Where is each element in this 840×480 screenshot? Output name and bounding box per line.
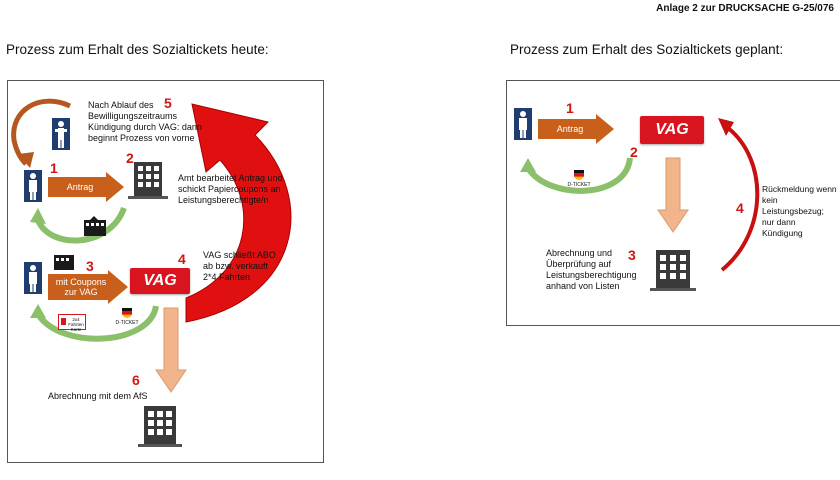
step6-text: Abrechnung mit dem AfS (48, 391, 148, 401)
r-step1-number: 1 (566, 100, 574, 116)
dticket-label: D-TICKET (567, 182, 591, 188)
annex-label: Anlage 2 zur DRUCKSACHE G-25/076 (656, 3, 834, 14)
right-title: Prozess zum Erhalt des Sozialtickets geplant: (510, 42, 784, 57)
r-step4-number: 4 (736, 200, 744, 216)
fare-card-icon: 2x4 Fahrten Karte (58, 314, 86, 330)
step4-number: 4 (178, 251, 186, 267)
step3-arrow-label: mit Coupons zur VAG (55, 277, 107, 297)
step3-number: 3 (86, 258, 94, 274)
step1-number: 1 (50, 160, 58, 176)
step4-text: VAG schließt ABO ab bzw. verkauft 2*4 Fahrten (203, 250, 276, 282)
vag-logo: VAG (640, 116, 704, 144)
vag-logo: VAG (130, 268, 190, 294)
r-step3-text: Abrechnung und Überprüfung auf Leistungsberechtigung anhand von Listen (546, 248, 637, 291)
step2-text: Amt bearbeitet Antrag und schickt Papiercoupons an Leistungsberechtigte/n (178, 173, 283, 205)
r-step3-number: 3 (628, 247, 636, 263)
step5-text: Nach Ablauf des Bewilligungszeitraums Kündigung durch VAG: dann beginnt Prozess von vorne (88, 100, 202, 143)
dticket-label: D-TICKET (115, 320, 139, 326)
step5-number: 5 (164, 95, 172, 111)
r-step4-text: Rückmeldung wenn kein Leistungsbezug; nur dann Kündigung (762, 184, 837, 238)
r-step2-number: 2 (630, 144, 638, 160)
step6-number: 6 (132, 372, 140, 388)
left-title: Prozess zum Erhalt des Sozialtickets heute: (6, 42, 269, 57)
step2-number: 2 (126, 150, 134, 166)
r-step1-arrow-label: Antrag (556, 124, 584, 134)
step1-arrow-label: Antrag (66, 182, 94, 192)
